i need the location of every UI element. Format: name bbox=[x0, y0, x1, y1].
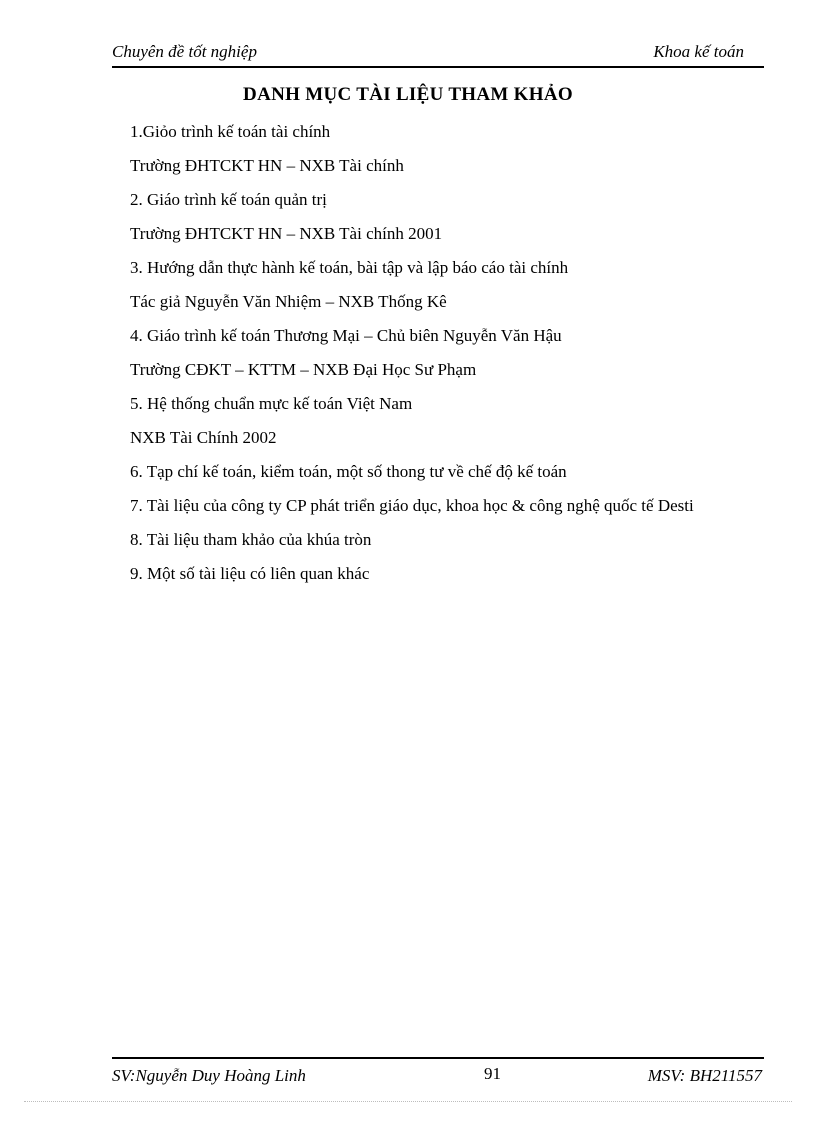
reference-line: 4. Giáo trình kế toán Thương Mại – Chủ biên Nguyễn Văn Hậu bbox=[130, 326, 562, 345]
header-left-text: Chuyên đề tốt nghiệp bbox=[112, 42, 257, 61]
reference-list bbox=[130, 119, 780, 595]
reference-line: Trường ĐHTCKT HN – NXB Tài chính bbox=[130, 156, 404, 175]
footer-student-name: SV:Nguyễn Duy Hoàng Linh bbox=[112, 1066, 306, 1085]
reference-line: 6. Tạp chí kế toán, kiểm toán, một số thong tư về chế độ kế toán bbox=[130, 462, 567, 481]
reference-line: Trường ĐHTCKT HN – NXB Tài chính 2001 bbox=[130, 224, 443, 243]
reference-line: NXB Tài Chính 2002 bbox=[130, 428, 277, 447]
reference-line: 1.Giỏo trình kế toán tài chính bbox=[130, 122, 331, 141]
page-title: DANH MỤC TÀI LIỆU THAM KHẢO bbox=[243, 84, 573, 105]
page-bottom-divider bbox=[24, 1101, 792, 1102]
reference-line: 5. Hệ thống chuẩn mực kế toán Việt Nam bbox=[130, 394, 413, 413]
page-header bbox=[112, 40, 764, 68]
footer-student-id: MSV: BH211557 bbox=[647, 1066, 762, 1085]
reference-line: 8. Tài liệu tham khảo của khúa tròn bbox=[130, 530, 372, 549]
page-footer bbox=[112, 1057, 764, 1089]
page-number: 91 bbox=[484, 1064, 501, 1083]
reference-line: 3. Hướng dẫn thực hành kế toán, bài tập và lập báo cáo tài chính bbox=[130, 258, 569, 277]
reference-line: 7. Tài liệu của công ty CP phát triển giáo dục, khoa học & công nghệ quốc tế Desti bbox=[130, 496, 694, 515]
reference-line: 2. Giáo trình kế toán quản trị bbox=[130, 190, 327, 209]
reference-line: Trường CĐKT – KTTM – NXB Đại Học Sư Phạm bbox=[130, 360, 477, 379]
reference-line: 9. Một số tài liệu có liên quan khác bbox=[130, 564, 370, 583]
reference-line: Tác giả Nguyễn Văn Nhiệm – NXB Thống Kê bbox=[130, 292, 447, 311]
header-right-text: Khoa kế toán bbox=[653, 42, 744, 61]
